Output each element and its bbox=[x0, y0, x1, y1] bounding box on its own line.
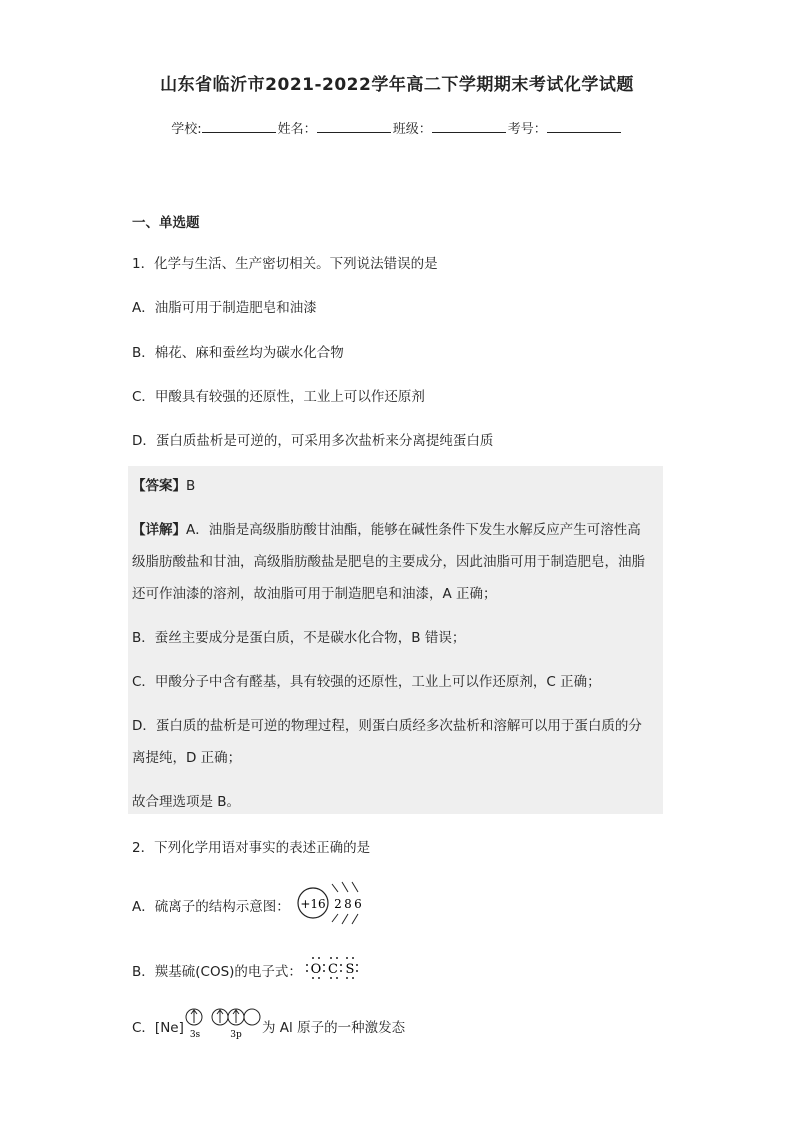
school-label: 学校: bbox=[171, 122, 202, 137]
up-arrow-icon bbox=[217, 1010, 223, 1023]
up-arrow-icon bbox=[233, 1010, 239, 1023]
section-heading: 一、单选题 bbox=[132, 215, 200, 231]
orbital-label-3s: 3s bbox=[189, 1030, 201, 1040]
q1-option-d: D．蛋白质盐析是可逆的，可采用多次盐析来分离提纯蛋白质 bbox=[132, 433, 494, 449]
q1-option-c: C．甲酸具有较强的还原性，工业上可以作还原剂 bbox=[132, 389, 425, 405]
orbital-3p-3 bbox=[244, 1009, 260, 1025]
cos-atom-s: S bbox=[345, 962, 355, 977]
school-blank[interactable] bbox=[202, 120, 276, 133]
orbital-diagram bbox=[184, 1003, 264, 1041]
question-2-stem: 2．下列化学用语对事实的表述正确的是 bbox=[132, 840, 371, 856]
q2-option-c-prefix: C．[Ne] bbox=[132, 1020, 184, 1036]
detail-line-3: 还可作油漆的溶剂，故油脂可用于制造肥皂和油漆，A 正确； bbox=[132, 586, 497, 602]
answer-line bbox=[132, 474, 195, 494]
orbital-label-3p: 3p bbox=[230, 1030, 242, 1040]
shell-arcs-top bbox=[332, 882, 358, 892]
class-blank[interactable] bbox=[432, 120, 506, 133]
detail-tag: 【详解】 bbox=[132, 522, 186, 538]
up-arrow-icon bbox=[191, 1010, 197, 1023]
q2-option-c-suffix: 为 Al 原子的一种激发态 bbox=[262, 1020, 406, 1036]
detail-text-1: A．油脂是高级脂肪酸甘油酯，能够在碱性条件下发生水解反应产生可溶性高 bbox=[186, 522, 641, 538]
question-1-stem: 1．化学与生活、生产密切相关。下列说法错误的是 bbox=[132, 256, 438, 272]
detail-line-8: 故合理选项是 B。 bbox=[132, 794, 241, 810]
detail-line-1 bbox=[132, 518, 641, 538]
shell-arcs-bottom bbox=[332, 914, 358, 924]
answer-value: B bbox=[186, 478, 196, 494]
detail-line-4: B．蚕丝主要成分是蛋白质，不是碳水化合物，B 错误； bbox=[132, 630, 466, 646]
name-label: 姓名： bbox=[277, 122, 317, 137]
class-label: 班级： bbox=[392, 122, 432, 137]
answer-tag: 【答案】 bbox=[132, 478, 186, 494]
exam-no-blank[interactable] bbox=[547, 120, 621, 133]
detail-line-6: D．蛋白质的盐析是可逆的物理过程，则蛋白质经多次盐析和溶解可以用于蛋白质的分 bbox=[132, 718, 642, 734]
q1-option-a: A．油脂可用于制造肥皂和油漆 bbox=[132, 300, 317, 316]
cos-electron-formula bbox=[303, 955, 359, 981]
shell-2-count: 8 bbox=[344, 897, 352, 911]
page-title: 山东省临沂市2021-2022学年高二下学期期末考试化学试题 bbox=[160, 75, 634, 95]
sulfur-ion-diagram bbox=[296, 878, 376, 928]
student-info-line bbox=[0, 118, 794, 137]
shell-3-count: 6 bbox=[354, 897, 362, 911]
cos-atom-o: O bbox=[310, 962, 322, 977]
q2-option-a-label: A．硫离子的结构示意图： bbox=[132, 899, 290, 915]
cos-atom-c: C bbox=[328, 962, 338, 977]
detail-line-5: C．甲酸分子中含有醛基，具有较强的还原性，工业上可以作还原剂，C 正确； bbox=[132, 674, 601, 690]
q2-option-b-label: B．羰基硫(COS)的电子式： bbox=[132, 964, 302, 980]
name-blank[interactable] bbox=[317, 120, 391, 133]
nucleus-charge: +16 bbox=[300, 897, 326, 911]
shell-1-count: 2 bbox=[334, 897, 342, 911]
exam-no-label: 考号： bbox=[507, 122, 547, 137]
q1-option-b: B．棉花、麻和蚕丝均为碳水化合物 bbox=[132, 345, 344, 361]
detail-line-2: 级脂肪酸盐和甘油，高级脂肪酸盐是肥皂的主要成分，因此油脂可用于制造肥皂，油脂 bbox=[132, 554, 645, 570]
detail-line-7: 离提纯，D 正确； bbox=[132, 750, 242, 766]
